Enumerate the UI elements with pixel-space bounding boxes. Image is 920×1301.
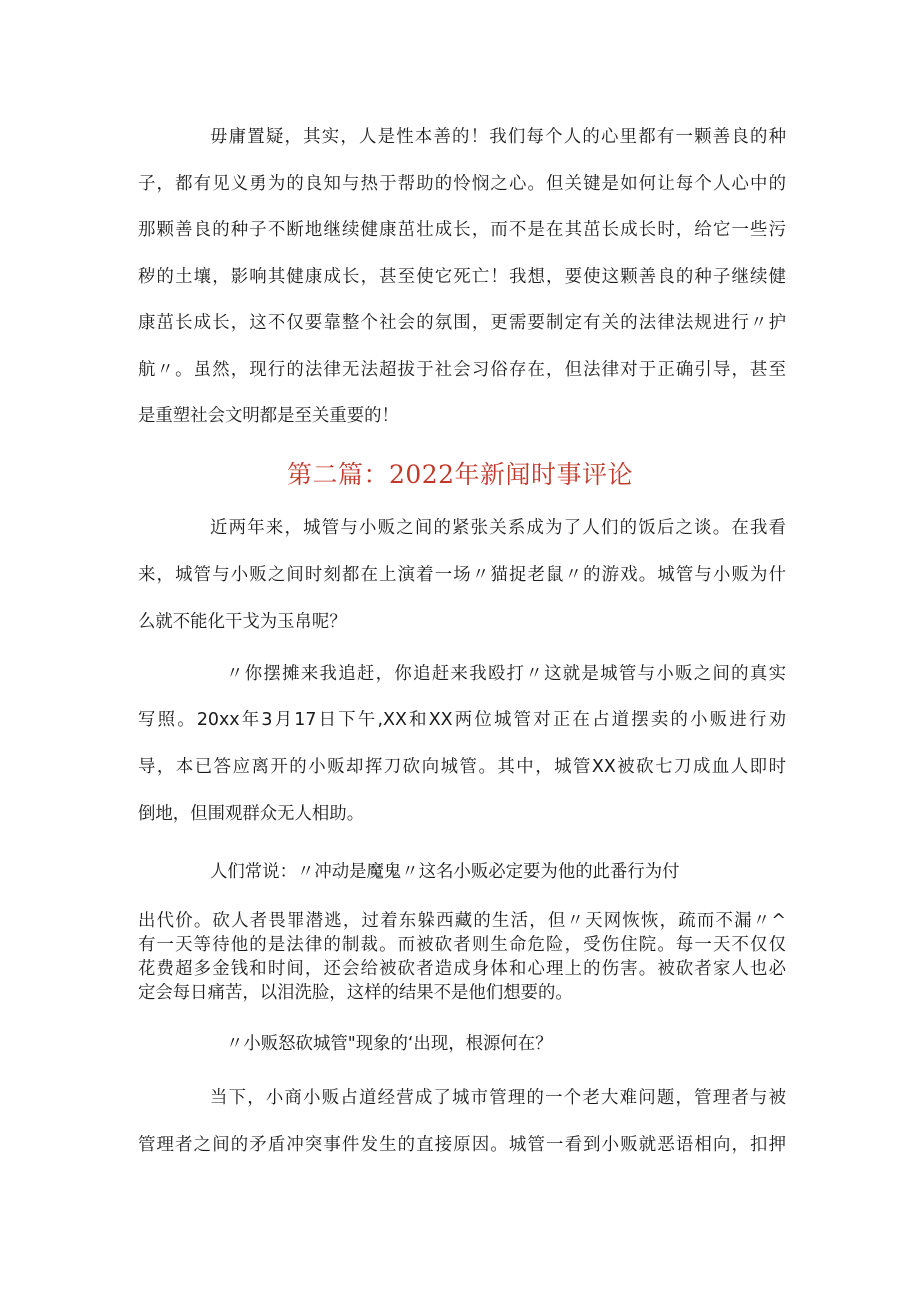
paragraph-4-line-2: 管理者之间的矛盾冲突事件发生的直接原因。城管一看到小贩就恶语相向，扣押 bbox=[138, 1135, 786, 1155]
paragraph-1-line-3: 么就不能化干戈为玉帛呢？ bbox=[138, 612, 347, 632]
paragraph-4-line-1: 当下，小商小贩占道经营成了城市管理的一个老大难问题，管理者与被 bbox=[210, 1088, 786, 1108]
intro-line-3: 那颗善良的种子不断地继续健康茁壮成长，而不是在其茁长成长时，给它一些污 bbox=[138, 220, 786, 240]
intro-line-5: 康茁长成长，这不仅要靠整个社会的氛围，更需要制定有关的法律法规进行〃护 bbox=[138, 313, 786, 333]
intro-line-7: 是重塑社会文明都是至关重要的！ bbox=[138, 406, 399, 426]
paragraph-2-line-4: 倒地，但围观群众无人相助。 bbox=[138, 804, 365, 824]
paragraph-2-line-3: 导，本已答应离开的小贩却挥刀砍向城管。其中，城管XX被砍七刀成血人即时 bbox=[138, 757, 786, 777]
paragraph-3-line-1: 人们常说：〃冲动是魔鬼〃这名小贩必定要为他的此番行为付 bbox=[210, 862, 680, 882]
section-title: 第二篇：2022年新闻时事评论 bbox=[286, 460, 634, 489]
intro-line-2: 子，都有见义勇为的良知与热于帮助的怜悯之心。但关键是如何让每个人心中的 bbox=[138, 174, 786, 194]
paragraph-3-line-5: 定会每日痛苦，以泪洗脸，这样的结果不是他们想要的。 bbox=[138, 983, 573, 1003]
paragraph-1-line-2: 来，城管与小贩之间时刻都在上演着一场〃猫捉老鼠〃的游戏。城管与小贩为什 bbox=[138, 565, 786, 585]
paragraph-2-line-1: 〃你摆摊来我追赶，你追赶来我殴打〃这就是城管与小贩之间的真实 bbox=[226, 664, 786, 684]
question-line: 〃小贩怒砍城管"现象的‘出现，根源何在？ bbox=[226, 1034, 553, 1054]
paragraph-1-line-1: 近两年来，城管与小贩之间的紧张关系成为了人们的饭后之谈。在我看 bbox=[210, 518, 786, 538]
paragraph-2-line-2: 写照。20xx年3月17日下午,XX和XX两位城管对正在占道摆卖的小贩进行劝 bbox=[138, 710, 786, 730]
paragraph-3-line-2: 出代价。砍人者畏罪潜逃，过着东躲西藏的生活，但〃天网恢恢，疏而不漏〃^ bbox=[138, 911, 786, 931]
paragraph-3-line-3: 有一天等待他的是法律的制裁。而被砍者则生命危险，受伤住院。每一天不仅仅 bbox=[138, 935, 786, 955]
intro-line-1: 毋庸置疑，其实，人是性本善的！我们每个人的心里都有一颗善良的种 bbox=[210, 127, 786, 147]
intro-line-4: 秽的土壤，影响其健康成长，甚至使它死亡！我想，要使这颗善良的种子继续健 bbox=[138, 267, 786, 287]
intro-line-6: 航〃。虽然，现行的法律无法超拔于社会习俗存在，但法律对于正确引导，甚至 bbox=[138, 360, 786, 380]
paragraph-3-line-4: 花费超多金钱和时间，还会给被砍者造成身体和心理上的伤害。被砍者家人也必 bbox=[138, 959, 786, 979]
